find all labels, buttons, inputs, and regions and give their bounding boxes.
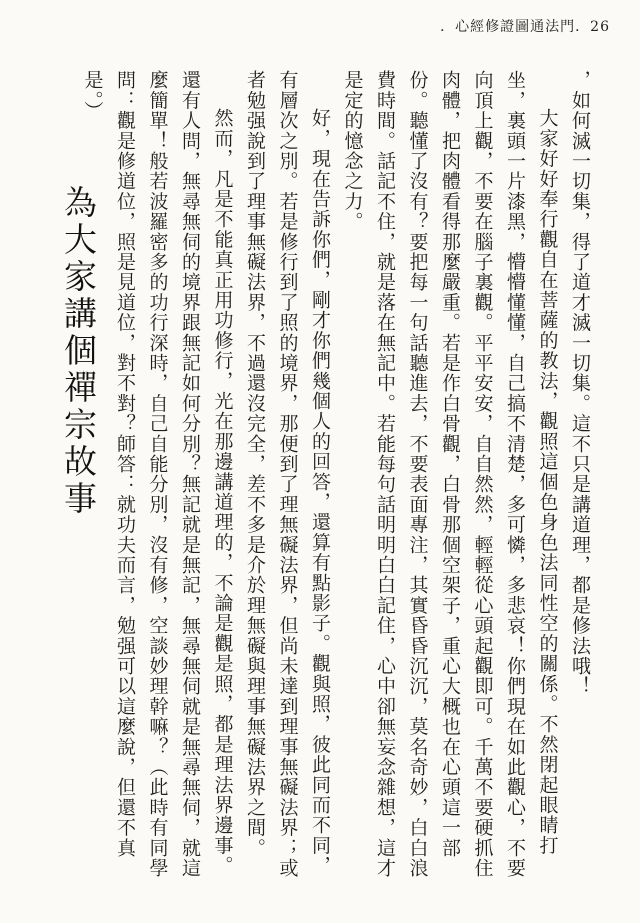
- body-text: [76, 70, 596, 890]
- paragraph-1: ，如何滅一切集，得了道才滅一切集。這不只是講道理，都是修法哦！: [569, 70, 591, 697]
- paragraph-4: 然而，凡是不能真正用功修行，光在那邊講道理的，不論是觀是照，都是理法界邊事。還有人問，無尋無伺的境界跟無記如何分別？無記就是無記，無尋無伺就是無尋無伺，就這麼簡單！般若波羅密多的功行深時，自己自能分別，沒有修，空談妙理幹嘛？（此時有同學問：觀是修道位，照是見道位，對不對？師答：就功夫而言，勉强可以這麼說，但還不真是。）: [81, 70, 234, 878]
- running-header: ．心經修證圖通法門．26: [440, 19, 610, 35]
- paragraph-3: 好，現在告訴你們，剛才你們幾個人的回答，還算有點影子。觀與照，彼此同而不同，有層次之別。若是修行到了照的境界，那便到了理無礙法界，但尚未達到理事無礙法界；或者勉强說到了理事無礙法界，不過還沒完全，差不多是介於理無礙與理事無礙法界之間。: [244, 70, 331, 878]
- chapter-title: 為大家講個禪宗故事: [59, 185, 98, 518]
- paragraph-2: 大家好好奉行觀自在菩薩的教法，觀照這個色身色法同性空的關係。不然閉起眼睛打坐，裏頭一片漆黑，懵懵懂懂，自己搞不清楚，多可憐，多悲哀！你們現在如此觀心，不要向頂上觀，不要在腦子裏觀。平平安安，自自然然，輕輕從心頭起觀即可。千萬不要硬抓住肉體，把肉體看得那麼嚴重。若是作白骨觀，白骨那個空架子，重心大概也在心頭這一部份。聽懂了沒有？要把每一句話聽進去，不要表面專注，其實昏昏沉沉，莫名奇妙，白白浪費時間。話記不住，就是落在無記中。若能每句話明明白白記住，心中卻無妄念雜想，這才是定的憶念之力。: [341, 70, 559, 878]
